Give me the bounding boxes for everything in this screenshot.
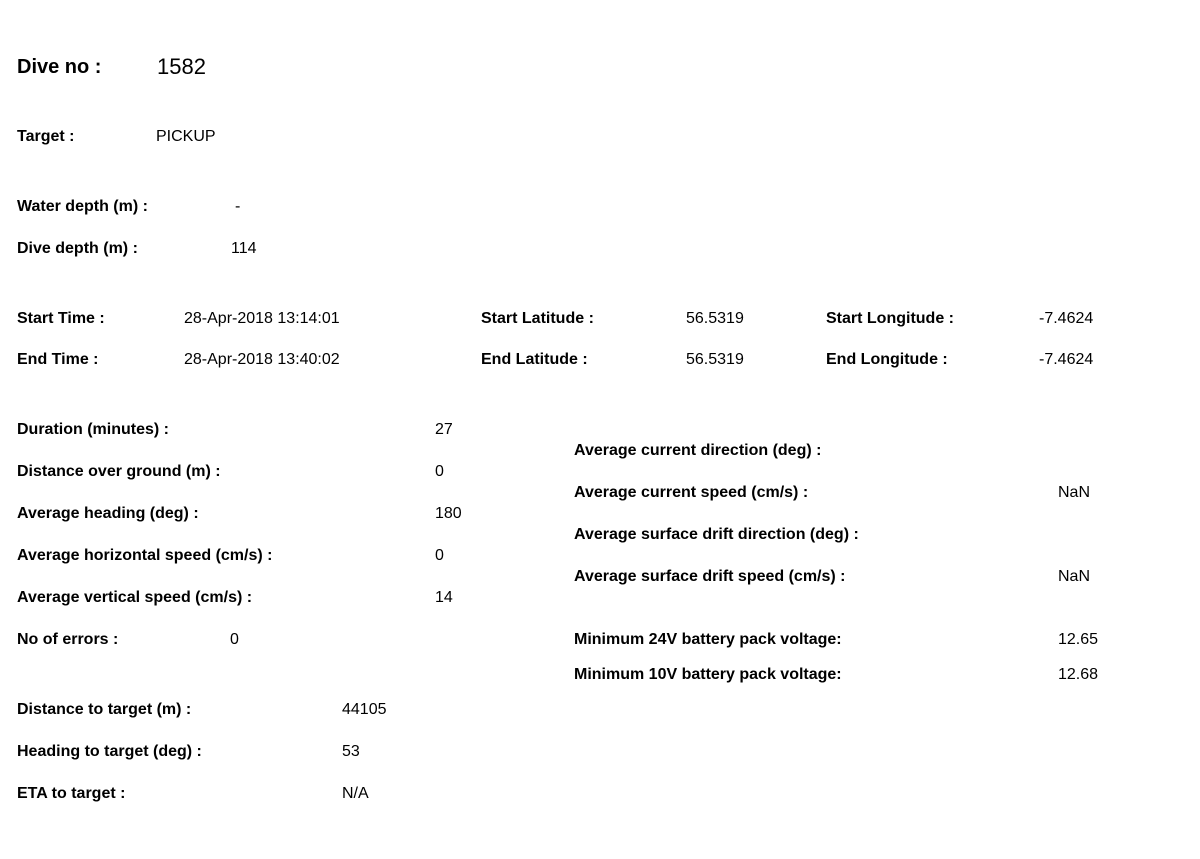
start-longitude-label: Start Longitude : <box>826 310 954 327</box>
end-latitude-value: 56.5319 <box>686 351 744 368</box>
min-24v-battery-label: Minimum 24V battery pack voltage: <box>574 631 842 648</box>
avg-surface-drift-speed-label: Average surface drift speed (cm/s) : <box>574 568 846 585</box>
end-longitude-label: End Longitude : <box>826 351 948 368</box>
dive-depth-label: Dive depth (m) : <box>17 240 138 257</box>
eta-to-target-label: ETA to target : <box>17 785 126 802</box>
duration-value: 27 <box>435 421 453 438</box>
min-10v-battery-label: Minimum 10V battery pack voltage: <box>574 666 842 683</box>
dive-no-label: Dive no : <box>17 56 102 78</box>
min-10v-battery-value: 12.68 <box>1058 666 1099 683</box>
avg-horizontal-speed-label: Average horizontal speed (cm/s) : <box>17 547 273 564</box>
min-24v-battery-value: 12.65 <box>1058 631 1099 648</box>
end-time-label: End Time : <box>17 351 99 368</box>
heading-to-target-value: 53 <box>342 743 360 760</box>
avg-heading-label: Average heading (deg) : <box>17 505 199 522</box>
avg-vertical-speed-value: 14 <box>435 589 453 606</box>
end-latitude-label: End Latitude : <box>481 351 588 368</box>
no-of-errors-value: 0 <box>230 631 239 648</box>
water-depth-value: - <box>235 198 241 215</box>
no-of-errors-label: No of errors : <box>17 631 119 648</box>
dive-depth-value: 114 <box>231 240 257 257</box>
distance-over-ground-value: 0 <box>435 463 444 480</box>
start-time-label: Start Time : <box>17 310 105 327</box>
end-longitude-value: -7.4624 <box>1039 351 1094 368</box>
distance-to-target-label: Distance to target (m) : <box>17 701 192 718</box>
start-latitude-value: 56.5319 <box>686 310 744 327</box>
start-latitude-label: Start Latitude : <box>481 310 594 327</box>
avg-current-speed-label: Average current speed (cm/s) : <box>574 484 809 501</box>
dive-no-value: 1582 <box>157 54 206 79</box>
target-value: PICKUP <box>156 128 216 145</box>
avg-surface-drift-direction-label: Average surface drift direction (deg) : <box>574 526 859 543</box>
eta-to-target-value: N/A <box>342 785 369 802</box>
avg-current-direction-label: Average current direction (deg) : <box>574 442 822 459</box>
avg-vertical-speed-label: Average vertical speed (cm/s) : <box>17 589 253 606</box>
end-time-value: 28-Apr-2018 13:40:02 <box>184 351 340 368</box>
target-label: Target : <box>17 128 75 145</box>
avg-horizontal-speed-value: 0 <box>435 547 444 564</box>
water-depth-label: Water depth (m) : <box>17 198 148 215</box>
avg-current-speed-value: NaN <box>1058 484 1091 501</box>
heading-to-target-label: Heading to target (deg) : <box>17 743 202 760</box>
avg-surface-drift-speed-value: NaN <box>1058 568 1091 585</box>
start-longitude-value: -7.4624 <box>1039 310 1094 327</box>
avg-heading-value: 180 <box>435 505 462 522</box>
duration-label: Duration (minutes) : <box>17 421 169 438</box>
distance-to-target-value: 44105 <box>342 701 387 718</box>
start-time-value: 28-Apr-2018 13:14:01 <box>184 310 340 327</box>
distance-over-ground-label: Distance over ground (m) : <box>17 463 221 480</box>
